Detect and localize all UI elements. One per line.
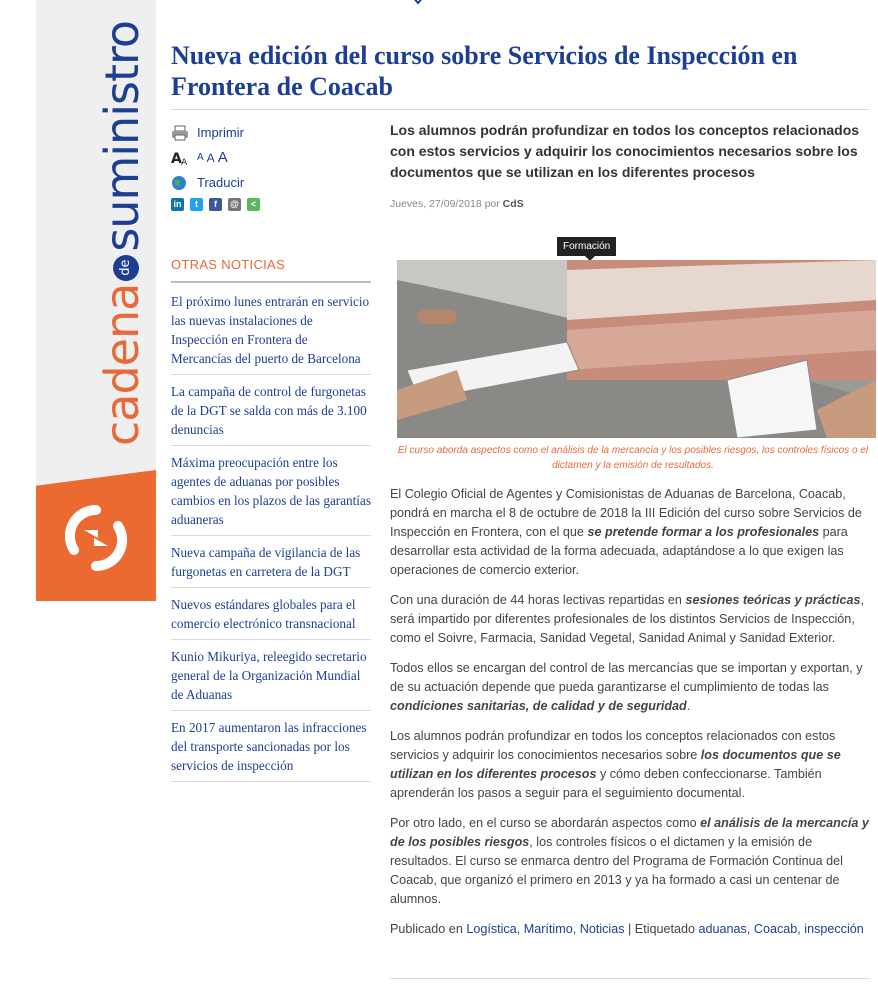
photo-caption: El curso aborda aspectos como el análisis de la mercancía y los posibles riesgos, los controles físicos o el dictamen y la emisión de resultados. [397, 445, 869, 471]
font-size-large[interactable]: A [217, 149, 228, 166]
body-paragraph-4: Los alumnos podrán profundizar en todos los conceptos relacionados con estos servicios y adquirir los conocimientos necesarios sobre los documentos que se utilizan en los diferentes procesos y cómo deben confeccionarse. También aprenderán los pasos a seguir para el seguimiento documental. [390, 729, 841, 800]
body-paragraph-5: Por otro lado, en el curso se abordarán aspectos como el análisis de la mercancía y de los posibles riesgos, los controles físicos o el dictamen y la emisión de resultados. El curso se enmarca dentro del Programa de Formación Continua del Coacab, que organizó el primero en 2013 y ya ha formado a casi un centenar de alumnos. [390, 816, 869, 906]
category-link-noticias[interactable]: Noticias [579, 922, 625, 936]
font-size-icon [171, 150, 189, 166]
tag-link-aduanas[interactable]: aduanas [698, 922, 747, 936]
tag-link-inspeccion[interactable]: inspección [804, 922, 864, 936]
article-title: Nueva edición del curso sobre Servicios de Inspección en Frontera de Coacab [171, 41, 798, 101]
chevron-down-icon [410, 0, 426, 6]
print-link[interactable] [171, 120, 371, 145]
article-meta [390, 198, 524, 210]
image-category-tag[interactable]: Formación [557, 237, 616, 256]
linkedin-icon[interactable]: in [171, 198, 184, 211]
svg-text:A: A [181, 157, 188, 166]
brand-word-cadena: cadena [95, 283, 149, 446]
article-date: Jueves, 27/09/2018 por [390, 198, 500, 210]
brand-connector-de: de [113, 255, 139, 281]
tagged-label: Etiquetado [634, 922, 696, 936]
facebook-icon[interactable]: f [209, 198, 222, 211]
body-paragraph-3: Todos ellos se encargan del control de las mercancías que se importan y exportan, y de su actuación depende que pueda garantizarse el cumplimiento de todas las condiciones sanitarias, de calidad y de seguridad. [390, 661, 863, 713]
published-label: Publicado en [390, 922, 463, 936]
print-label: Imprimir [197, 125, 244, 140]
article-tools [171, 120, 371, 211]
article-lead: Los alumnos podrán profundizar en todos los conceptos relacionados con estos servicios y adquirir los conocimientos necesarios sobre los documentos que se utilizan en los diferentes procesos [390, 122, 860, 180]
font-size-small[interactable]: A [197, 152, 204, 163]
category-link-maritimo[interactable]: Marítimo [523, 922, 573, 936]
footer-divider: | [628, 922, 632, 936]
translate-label: Traducir [197, 175, 245, 190]
translate-link[interactable] [171, 170, 371, 195]
news-link-2[interactable]: La campaña de control de furgonetas de la DGT se salda con más de 3.100 denuncias [171, 382, 371, 446]
email-icon[interactable]: @ [228, 198, 241, 211]
article-body [390, 485, 870, 950]
brand-word-suministro: suministro [95, 20, 149, 252]
share-bar [171, 198, 371, 211]
body-paragraph-1: El Colegio Oficial de Agentes y Comisionistas de Aduanas de Barcelona, Coacab, pondrá en marcha el 8 de octubre de 2018 la III Edición del curso sobre Servicios de Inspección en Frontera, con el que se pretende formar a los profesionales para desarrollar esta actividad de la forma adecuada, adaptándose a lo que exigen las operaciones de comercio exterior. [390, 487, 862, 577]
font-size-medium[interactable]: A [206, 150, 215, 165]
article-footer-tags: Publicado en Logística, Marítimo, Noticias | Etiquetado aduanas, Coacab, inspección [390, 922, 864, 936]
brand-logo-icon[interactable] [58, 500, 134, 576]
news-link-3[interactable]: Máxima preocupación entre los agentes de aduanas por posibles cambios en los plazos de las garantías aduaneras [171, 453, 371, 536]
otras-noticias-list [171, 292, 371, 789]
footer-divider-line [390, 978, 870, 979]
printer-icon [171, 125, 189, 141]
news-link-6[interactable]: Kunio Mikuriya, releegido secretario general de la Organización Mundial de Aduanas [171, 647, 371, 711]
category-link-logistica[interactable]: Logística [466, 922, 517, 936]
tag-link-coacab[interactable]: Coacab [753, 922, 798, 936]
font-size-controls [171, 145, 371, 170]
otras-noticias-title: OTRAS NOTICIAS [171, 257, 285, 272]
svg-text:A: A [171, 150, 182, 166]
brand-panel [36, 0, 156, 601]
share-icon[interactable]: < [247, 198, 260, 211]
news-link-1[interactable]: El próximo lunes entrarán en servicio las nuevas instalaciones de Inspección en Frontera de Mercancías del puerto de Barcelona [171, 292, 371, 375]
news-link-7[interactable]: En 2017 aumentaron las infracciones del transporte sancionadas por los servicios de inspección [171, 718, 371, 782]
otras-noticias-divider [171, 281, 371, 283]
article-author[interactable]: CdS [502, 198, 524, 210]
title-divider [171, 109, 869, 110]
news-link-4[interactable]: Nueva campaña de vigilancia de las furgonetas en carretera de la DGT [171, 543, 371, 588]
news-link-5[interactable]: Nuevos estándares globales para el comercio electrónico transnacional [171, 595, 371, 640]
body-paragraph-2: Con una duración de 44 horas lectivas repartidas en sesiones teóricas y prácticas, será impartido por diferentes profesionales de los distintos Servicios de Inspección, como el Soivre, Farmacia, Sanidad Vegetal, Sanidad Animal y Sanidad Exterior. [390, 593, 864, 645]
article-photo [397, 260, 876, 438]
globe-icon [171, 175, 189, 191]
twitter-icon[interactable]: t [190, 198, 203, 211]
